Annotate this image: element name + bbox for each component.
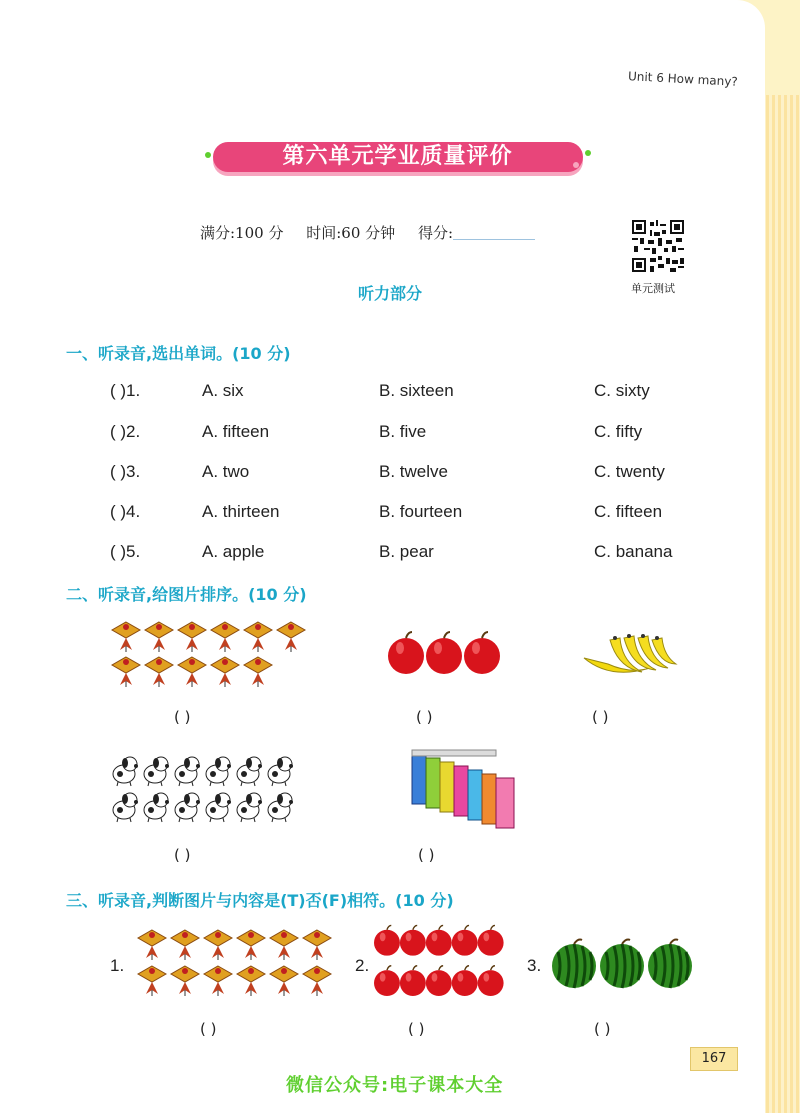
option-b: B. five [379,422,427,441]
kites-picture-2 [136,928,336,1000]
item-2-label: 2. [355,956,370,975]
answer-paren-kites[interactable]: ( ) [174,708,191,726]
option-a: A. two [202,462,250,481]
option-c: C. fifty [594,422,643,441]
answer-paren-item-2[interactable]: ( ) [408,1020,425,1038]
apples-picture-2 [374,924,508,1004]
option-c: C. sixty [594,381,650,400]
answer-paren[interactable]: ( )4. [110,502,141,521]
option-b: B. twelve [379,462,448,481]
answer-paren-item-1[interactable]: ( ) [200,1020,217,1038]
answer-paren-bananas[interactable]: ( ) [592,708,609,726]
score-label: 得分: [417,224,453,242]
apples-picture [388,630,503,678]
answer-paren[interactable]: ( )2. [110,422,141,441]
footer-watermark: 微信公众号:电子课本大全 [286,1075,504,1096]
title-banner [205,140,590,174]
answer-paren[interactable]: ( )5. [110,542,141,561]
answer-paren[interactable]: ( )3. [110,462,141,481]
section-2-title: 二、听录音,给图片排序。(10 分) [66,585,307,604]
page-edge-decoration [760,95,800,1113]
score-blank[interactable] [453,239,535,240]
time-limit: 时间:60 分钟 [306,224,396,242]
qr-label: 单元测试 [631,282,675,295]
page-number: 167 [690,1047,738,1071]
exam-info [200,222,553,243]
option-b: B. pear [379,542,434,561]
books-picture [408,748,520,832]
option-a: A. six [202,381,244,400]
unit-label: Unit 6 How many? [627,69,739,89]
bananas-picture [580,628,680,684]
answer-paren-item-3[interactable]: ( ) [594,1020,611,1038]
section-3-title: 三、听录音,判断图片与内容是(T)否(F)相符。(10 分) [66,891,454,910]
option-b: B. sixteen [379,381,454,400]
option-b: B. fourteen [379,502,463,521]
option-a: A. thirteen [202,502,280,521]
answer-paren-dogs[interactable]: ( ) [174,846,191,864]
qr-code-icon[interactable] [632,220,684,272]
item-3-label: 3. [527,956,542,975]
page-title: 第六单元学业质量评价 [282,144,513,169]
option-a: A. fifteen [202,422,270,441]
option-a: A. apple [202,542,265,561]
kites-picture [110,620,310,690]
option-c: C. banana [594,542,673,561]
listening-part-title: 听力部分 [358,284,423,303]
option-c: C. twenty [594,462,665,481]
answer-paren-apples[interactable]: ( ) [416,708,433,726]
option-c: C. fifteen [594,502,663,521]
full-score: 满分:100 分 [200,224,284,242]
answer-paren-books[interactable]: ( ) [418,846,435,864]
item-1-label: 1. [110,956,125,975]
dogs-picture [110,752,300,826]
answer-paren[interactable]: ( )1. [110,381,141,400]
section-1-title: 一、听录音,选出单词。(10 分) [66,344,291,363]
watermelons-picture [552,938,696,990]
